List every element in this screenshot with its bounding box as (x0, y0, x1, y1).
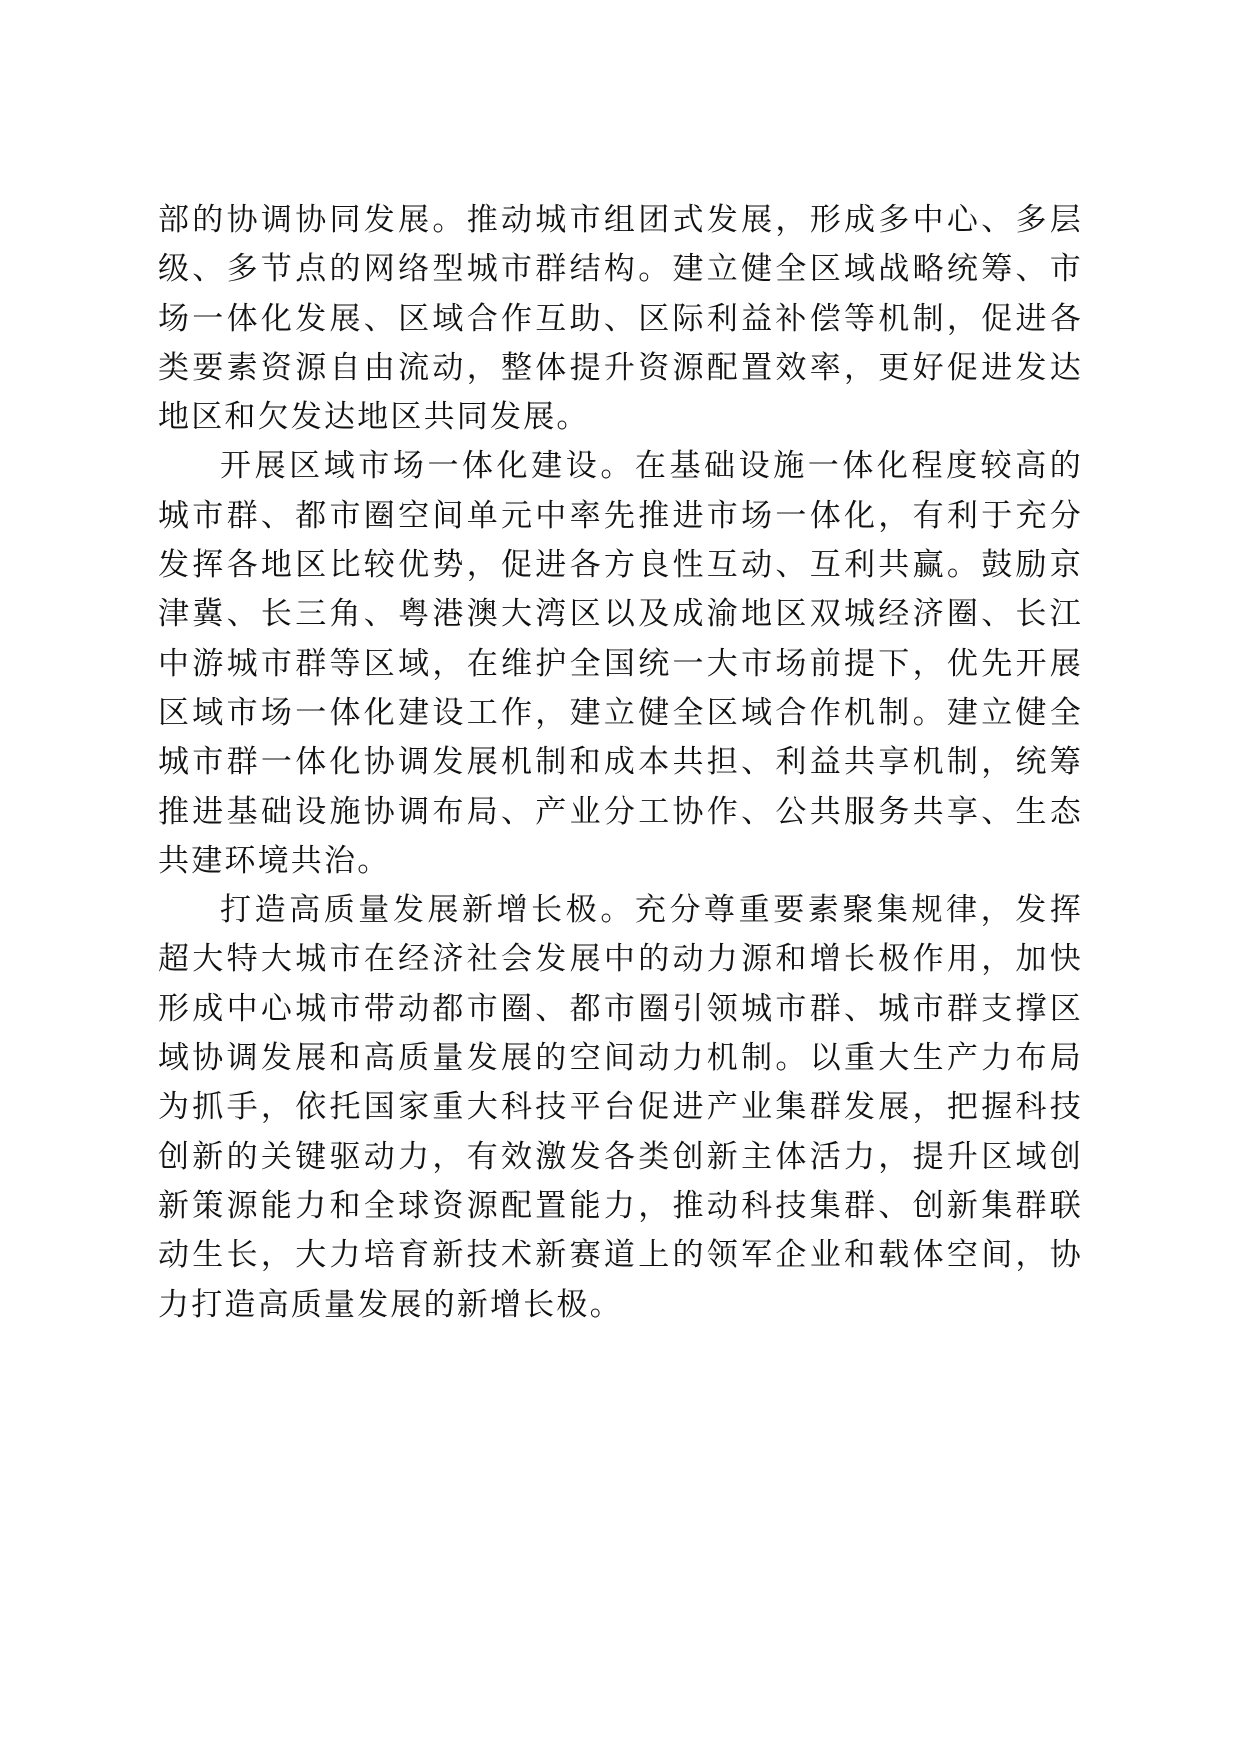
paragraph-growth-pole: 打造高质量发展新增长极。充分尊重要素聚集规律，发挥超大特大城市在经济社会发展中的动力源和增长极作用，加快形成中心城市带动都市圈、都市圈引领城市群、城市群支撑区域协调发展和高质量发展的空间动力机制。以重大生产力布局为抓手，依托国家重大科技平台促进产业集群发展，把握科技创新的关键驱动力，有效激发各类创新主体活力，提升区域创新策源能力和全球资源配置能力，推动科技集群、创新集群联动生长，大力培育新技术新赛道上的领军企业和载体空间，协力打造高质量发展的新增长极。 (158, 892, 1083, 1323)
document-body (158, 196, 1083, 1330)
paragraph-regional-market: 开展区域市场一体化建设。在基础设施一体化程度较高的城市群、都市圈空间单元中率先推进市场一体化，有利于充分发挥各地区比较优势，促进各方良性互动、互利共赢。鼓励京津冀、长三角、粤港澳大湾区以及成渝地区双城经济圈、长江中游城市群等区域，在维护全国统一大市场前提下，优先开展区域市场一体化建设工作，建立健全区域合作机制。建立健全城市群一体化协调发展机制和成本共担、利益共享机制，统筹推进基础设施协调布局、产业分工协作、公共服务共享、生态共建环境共治。 (158, 448, 1083, 879)
paragraph-continuation: 部的协调协同发展。推动城市组团式发展，形成多中心、多层级、多节点的网络型城市群结构。建立健全区域战略统筹、市场一体化发展、区域合作互助、区际利益补偿等机制，促进各类要素资源自由流动，整体提升资源配置效率，更好促进发达地区和欠发达地区共同发展。 (158, 202, 1083, 436)
